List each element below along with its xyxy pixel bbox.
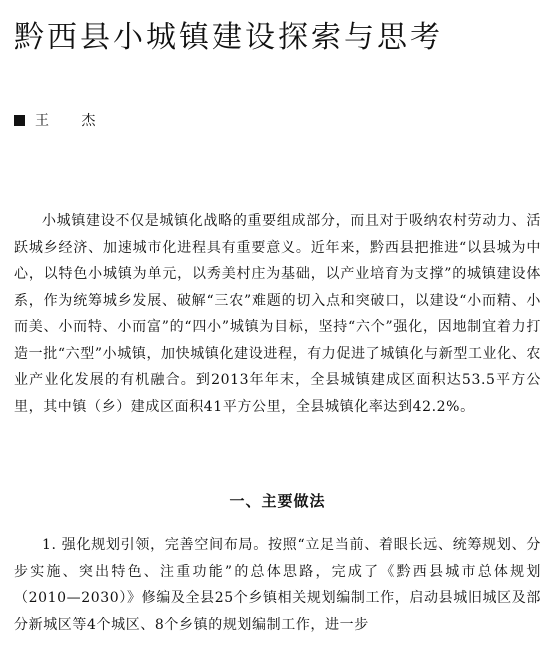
black-square-icon bbox=[14, 115, 25, 126]
article-title: 黔西县小城镇建设探索与思考 bbox=[14, 20, 443, 55]
body-paragraph: 1. 强化规划引领，完善空间布局。按照“立足当前、着眼长远、统筹规划、分步实施、突出特色、注重功能”的总体思路，完成了《黔西县城市总体规划（2010—2030）》修编及全县25个乡镇相关规划编制工作，启动县城旧城区及部分新城区等4个城区、8个乡镇的规划编制工作，进一步 bbox=[14, 537, 541, 633]
intro-paragraph: 小城镇建设不仅是城镇化战略的重要组成部分，而且对于吸纳农村劳动力、活跃城乡经济、加速城市化进程具有重要意义。近年来，黔西县把推进“以县城为中心，以特色小城镇为单元，以秀美村庄为基础，以产业培育为支撑”的城镇建设体系，作为统筹城乡发展、破解“三农”难题的切入点和突破口，以建设“小而精、小而美、小而特、小而富”的“四小”城镇为目标，坚持“六个”强化，因地制宜着力打造一批“六型”小城镇，加快城镇化建设进程，有力促进了城镇化与新型工业化、农业产业化发展的有机融合。到2013年年末，全县城镇建成区面积达53.5平方公里，其中镇（乡）建成区面积41平方公里，全县城镇化率达到42.2%。 bbox=[14, 213, 541, 415]
author-line bbox=[14, 110, 109, 130]
author-name: 王 杰 bbox=[35, 113, 110, 129]
section-heading: 一、主要做法 bbox=[229, 492, 326, 510]
